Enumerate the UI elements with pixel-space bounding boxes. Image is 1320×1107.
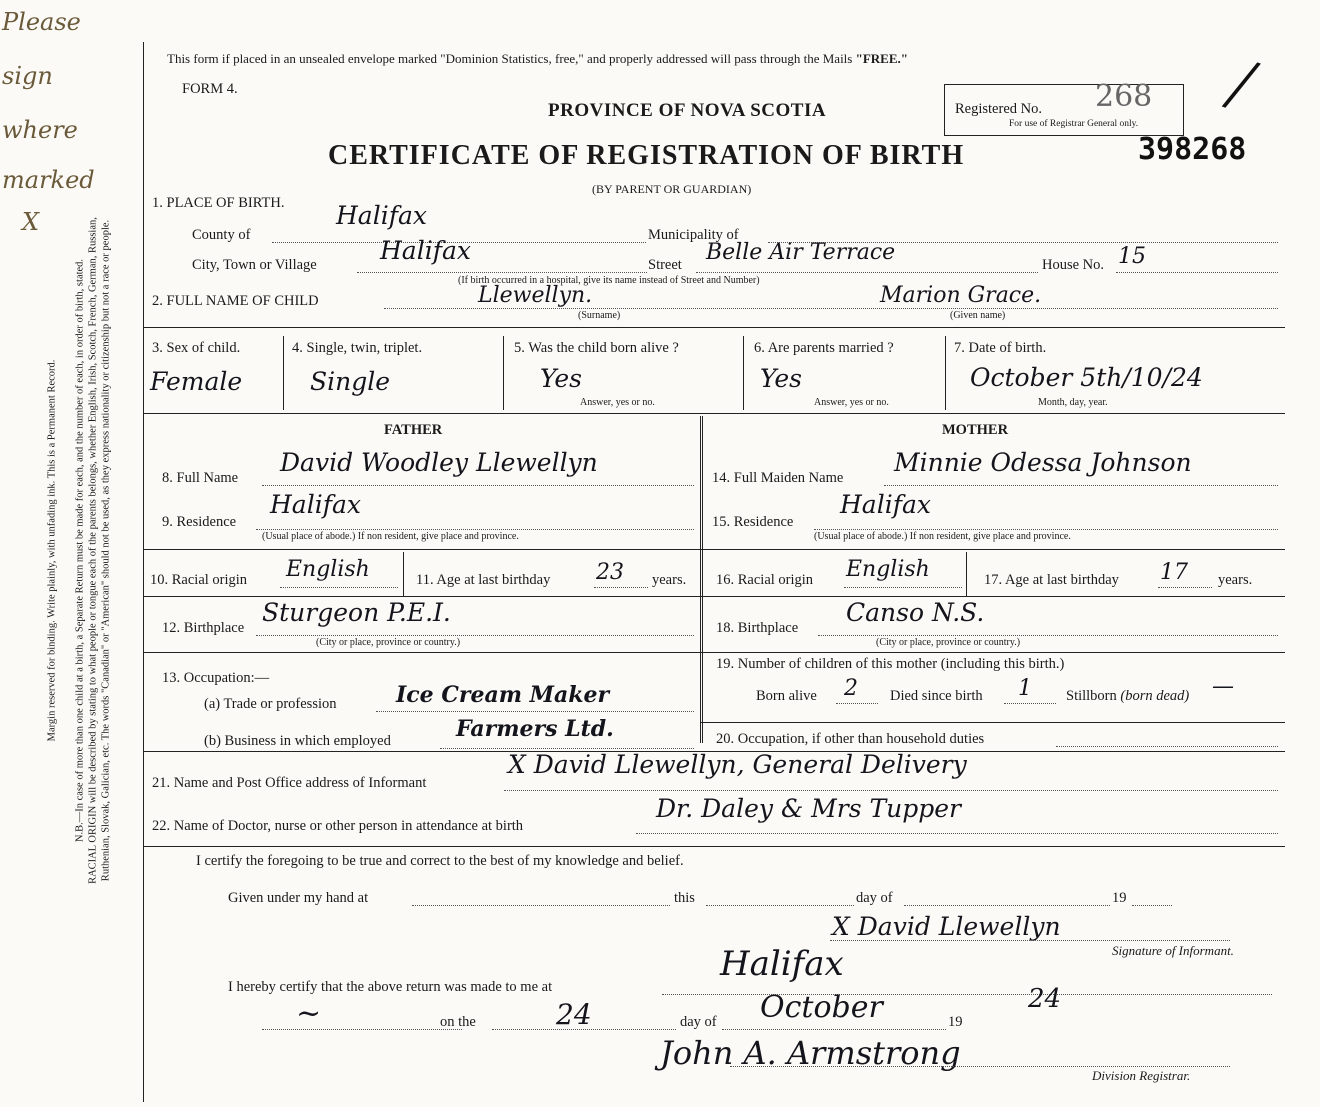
side-note: RACIAL ORIGIN will be described by stating to what people or tongue each of the parents belongs, whether English, Irish, Scotch, French, German, Russian, <box>87 217 99 884</box>
mother-residence-label: 15. Residence <box>712 514 794 530</box>
given-name-caption: (Given name) <box>950 310 1006 321</box>
registrar-scribble: ~ <box>296 996 322 1031</box>
surname-caption: (Surname) <box>578 310 621 321</box>
mother-age-label: 17. Age at last birthday <box>984 572 1119 588</box>
mother-years-label: years. <box>1218 572 1253 588</box>
house-value: 15 <box>1118 244 1146 269</box>
side-note: Ruthenian, Slovak, Galician, etc. The words "Canadian" or "American" should not be used, as they express nationality or citizenship but not a race or people. <box>100 219 112 882</box>
mother-heading: MOTHER <box>942 422 1009 438</box>
father-residence-value: Halifax <box>270 490 361 519</box>
county-label: County of <box>192 227 251 243</box>
house-label: House No. <box>1042 257 1105 273</box>
registered-label: Registered No. <box>955 101 1042 117</box>
father-age-label: 11. Age at last birthday <box>416 572 551 588</box>
margin-note-line: where <box>2 116 78 144</box>
day-of-label: day of <box>856 890 893 906</box>
father-birthplace-label: 12. Birthplace <box>162 620 245 636</box>
check-mark-icon: / <box>1215 39 1267 131</box>
registrar-place: Halifax <box>720 944 844 984</box>
trade-label: (a) Trade or profession <box>204 696 337 712</box>
mother-residence-value: Halifax <box>840 490 931 519</box>
father-racial-label: 10. Racial origin <box>150 572 248 588</box>
trade-value: Ice Cream Maker <box>396 682 610 708</box>
side-note: N.B.—In case of more than one child at a birth, a Separate Return must be made for each, and the number of each, in order of birth, stated. <box>74 258 86 843</box>
died-since-birth-count: 1 <box>1018 676 1032 701</box>
father-residence-label: 9. Residence <box>162 514 237 530</box>
form-left-border <box>143 42 144 1102</box>
on-the-label: on the <box>440 1014 476 1030</box>
date-of-birth-value: October 5th/10/24 <box>970 363 1203 392</box>
certify-text: I certify the foregoing to be true and correct to the best of my knowledge and belief. <box>196 853 684 869</box>
certificate-subtitle: (BY PARENT OR GUARDIAN) <box>592 182 752 196</box>
informant-value: X David Llewellyn, General Delivery <box>508 750 967 779</box>
informant-signature: X David Llewellyn <box>832 912 1061 941</box>
mother-occupation-label: 20. Occupation, if other than household duties <box>716 731 985 747</box>
occupation-label: 13. Occupation:— <box>162 670 270 686</box>
form-number: FORM 4. <box>182 81 238 97</box>
street-value: Belle Air Terrace <box>706 240 896 265</box>
sex-label: 3. Sex of child. <box>152 340 241 356</box>
born-alive-count: 2 <box>844 676 858 701</box>
mother-racial-label: 16. Racial origin <box>716 572 814 588</box>
side-note: Margin reserved for binding. Write plainly, with unfading ink. This is a Permanent Record. <box>46 359 58 742</box>
child-name-label: 2. FULL NAME OF CHILD <box>152 293 319 309</box>
father-birthplace-value: Sturgeon P.E.I. <box>262 598 451 627</box>
registrar-caption: Division Registrar. <box>1092 1068 1191 1083</box>
column-divider <box>700 416 703 743</box>
date-of-birth-caption: Month, day, year. <box>1038 397 1108 408</box>
informant-label: 21. Name and Post Office address of Informant <box>152 775 427 791</box>
registrar-year-prefix: 19 <box>948 1014 963 1030</box>
born-alive-value: Yes <box>540 364 582 393</box>
informant-signature-caption: Signature of Informant. <box>1112 943 1234 958</box>
mother-racial-value: English <box>846 557 930 582</box>
registered-number: 268 <box>1095 79 1153 114</box>
county-value: Halifax <box>336 201 427 230</box>
stillborn-count: — <box>1212 674 1234 699</box>
registrar-year: 24 <box>1028 984 1062 1014</box>
parents-married-caption: Answer, yes or no. <box>814 397 889 408</box>
margin-note-line: X <box>22 208 40 236</box>
mail-notice: This form if placed in an unsealed envelope marked "Dominion Statistics, free," and properly addressed will pass through the Mails "FREE." <box>167 51 908 66</box>
stamp-number: 398268 <box>1138 132 1247 167</box>
registrar-day: 24 <box>556 998 592 1031</box>
registered-box <box>944 79 1184 136</box>
side-notes <box>0 0 150 1107</box>
street-label: Street <box>648 257 682 273</box>
mother-birthplace-value: Canso N.S. <box>846 598 985 627</box>
registrar-day-of-label: day of <box>680 1014 717 1030</box>
children-count-label: 19. Number of children of this mother (including this birth.) <box>716 656 1065 672</box>
certificate-title: CERTIFICATE OF REGISTRATION OF BIRTH <box>328 140 965 171</box>
died-since-birth-label: Died since birth <box>890 688 983 704</box>
mother-name-label: 14. Full Maiden Name <box>712 470 844 486</box>
born-alive-count-label: Born alive <box>756 688 817 704</box>
business-label: (b) Business in which employed <box>204 733 391 749</box>
mother-name-value: Minnie Odessa Johnson <box>894 448 1192 477</box>
father-name-value: David Woodley Llewellyn <box>280 448 598 477</box>
registrar-certify-text: I hereby certify that the above return was made to me at <box>228 979 553 995</box>
father-age-value: 23 <box>596 560 624 585</box>
sex-value: Female <box>150 367 243 396</box>
father-years-label: years. <box>652 572 687 588</box>
father-racial-value: English <box>286 557 370 582</box>
doctor-value: Dr. Daley & Mrs Tupper <box>656 794 962 823</box>
mother-birthplace-caption: (City or place, province or country.) <box>876 637 1021 648</box>
year-prefix-label: 19 <box>1112 890 1127 906</box>
province-heading: PROVINCE OF NOVA SCOTIA <box>548 100 827 121</box>
father-birthplace-caption: (City or place, province or country.) <box>316 637 461 648</box>
municipality-label: Municipality of <box>648 227 739 243</box>
father-residence-caption: (Usual place of abode.) If non resident, give place and province. <box>262 531 519 542</box>
born-alive-caption: Answer, yes or no. <box>580 397 655 408</box>
father-heading: FATHER <box>384 422 443 438</box>
place-of-birth-label: 1. PLACE OF BIRTH. <box>152 195 285 211</box>
registrar-month: October <box>760 990 883 1025</box>
margin-note-line: Please <box>2 8 81 36</box>
plurality-label: 4. Single, twin, triplet. <box>292 340 423 356</box>
hospital-note: (If birth occurred in a hospital, give its name instead of Street and Number) <box>458 275 760 286</box>
business-value: Farmers Ltd. <box>456 716 614 742</box>
mother-residence-caption: (Usual place of abode.) If non resident, give place and province. <box>814 531 1071 542</box>
mother-birthplace-label: 18. Birthplace <box>716 620 799 636</box>
child-surname: Llewellyn. <box>478 283 593 308</box>
registrar-signature: John A. Armstrong <box>660 1034 961 1072</box>
stillborn-label: Stillborn (born dead) <box>1066 688 1190 704</box>
city-value: Halifax <box>380 236 471 265</box>
doctor-label: 22. Name of Doctor, nurse or other person in attendance at birth <box>152 818 524 834</box>
parents-married-label: 6. Are parents married ? <box>754 340 894 356</box>
margin-note-line: sign <box>2 62 53 90</box>
margin-note-line: marked <box>2 166 95 194</box>
city-label: City, Town or Village <box>192 257 317 273</box>
plurality-value: Single <box>310 367 391 396</box>
mother-age-value: 17 <box>1160 560 1188 585</box>
date-of-birth-label: 7. Date of birth. <box>954 340 1047 356</box>
this-label: this <box>674 890 695 906</box>
father-name-label: 8. Full Name <box>162 470 239 486</box>
child-given-name: Marion Grace. <box>880 283 1042 308</box>
given-under-hand-label: Given under my hand at <box>228 890 369 906</box>
parents-married-value: Yes <box>760 364 802 393</box>
born-alive-label: 5. Was the child born alive ? <box>514 340 679 356</box>
registrar-use-note: For use of Registrar General only. <box>1009 119 1139 129</box>
